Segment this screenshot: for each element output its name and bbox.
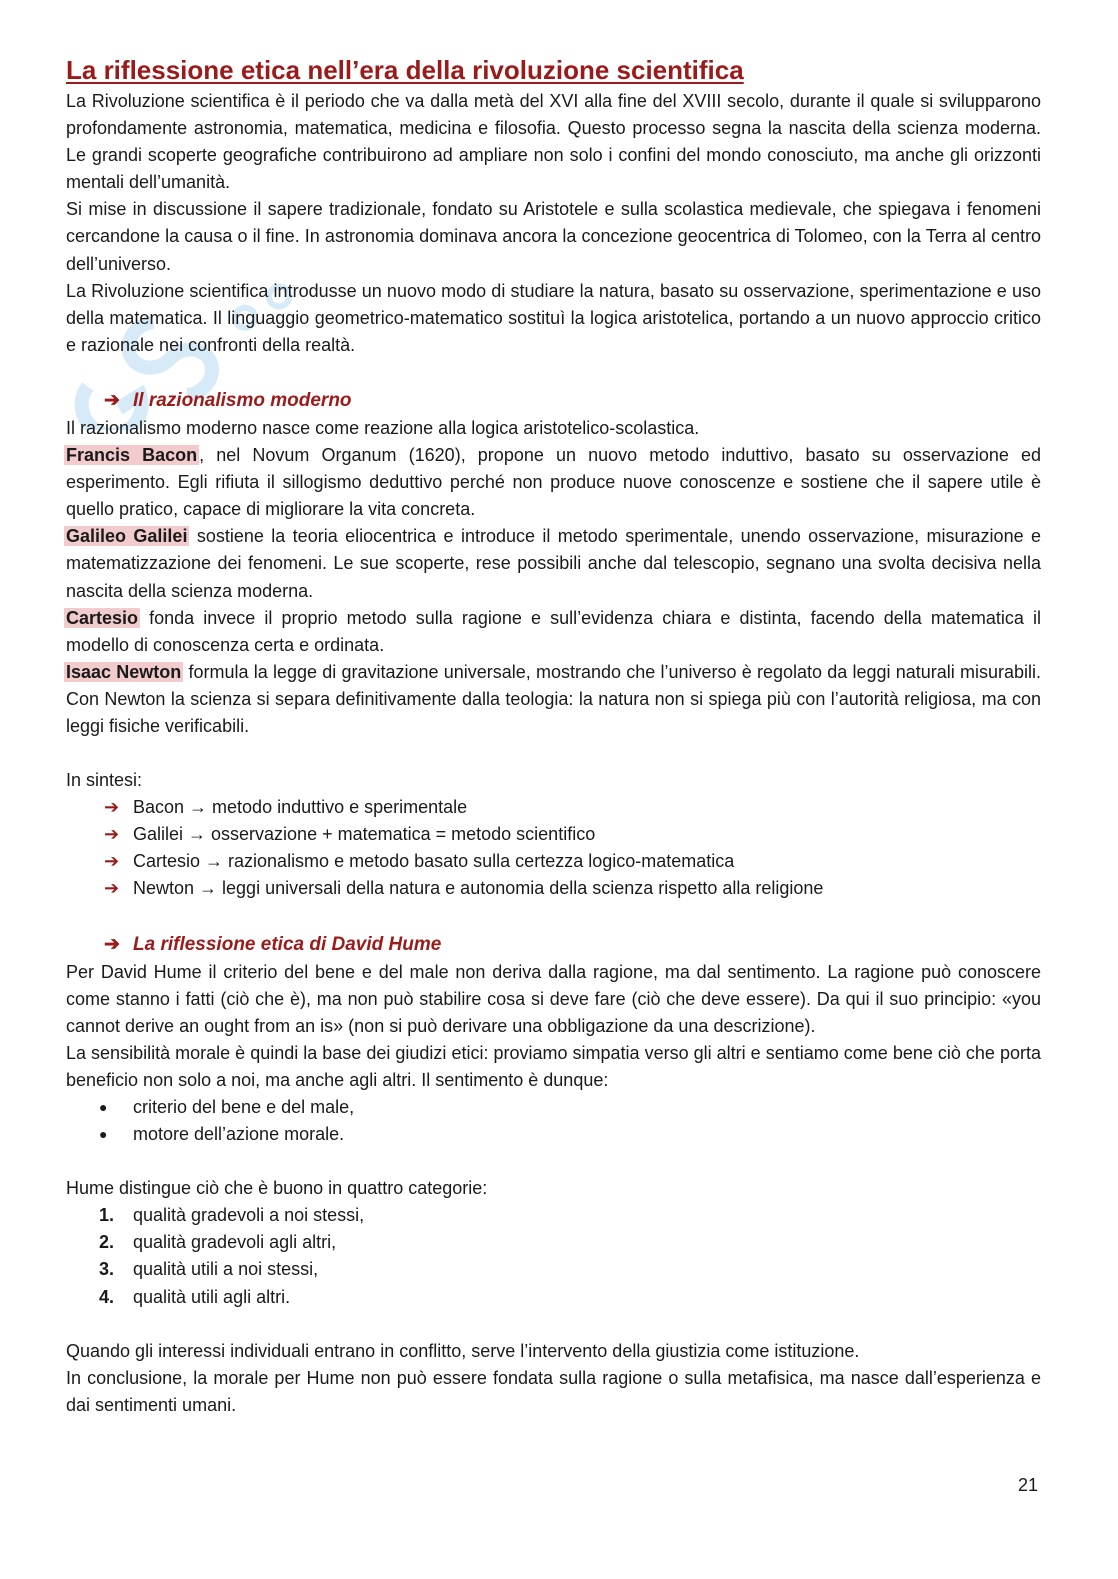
section-title-text: Il razionalismo moderno — [133, 389, 352, 411]
intro-paragraph-1: La Rivoluzione scientifica è il periodo che va dalla metà del XVI alla fine del XVIII secolo, durante il quale si svilupparono profondamente astronomia, matematica, medicina e filosofia. Questo processo segna la nascita della scienza moderna. Le grandi scoperte geografiche contribuirono ad ampliare non solo i confini del mondo conosciuto, ma anche gli orizzonti mentali dell’umanità. — [66, 91, 1041, 193]
galilei-text: sostiene la teoria eliocentrica e introduce il metodo sperimentale, unendo osservazione, misurazione e matematizzazione dei fenomeni. Le sue scoperte, rese possibili anche dal telescopio, segnano una svolta decisiva nella nascita della scienza moderna. — [66, 526, 1041, 601]
newton-paragraph — [66, 659, 1041, 740]
arrow-right-icon: ➔ — [104, 824, 120, 845]
arrow-right-icon: ➔ — [104, 878, 120, 899]
list-item: 2. qualità gradevoli agli altri, — [99, 1232, 337, 1253]
list-item: ➔ Newton → leggi universali della natura e autonomia della scienza rispetto alla religione — [66, 875, 1041, 902]
intro-paragraph-2: Si mise in discussione il sapere tradizionale, fondato su Aristotele e sulla scolastica medievale, che spiegava i fenomeni cercandone la causa o il fine. In astronomia dominava ancora la concezione geocentrica di Tolomeo, con la Terra al centro dell’universo. — [66, 199, 1041, 274]
highlighted-name-bacon: Francis Bacon — [66, 445, 198, 466]
highlighted-name-cartesio: Cartesio — [66, 607, 139, 628]
cartesio-text: fonda invece il proprio metodo sulla ragione e sull’evidenza chiara e distinta, facendo della matematica il modello di conoscenza certa e ordinata. — [66, 607, 1041, 655]
highlighted-name-galilei: Galileo Galilei — [66, 526, 188, 547]
categories-list — [66, 1202, 1041, 1310]
hume-paragraph-2: La sensibilità morale è quindi la base dei giudizi etici: proviamo simpatia verso gli altri e sentiamo come bene ciò che porta beneficio non solo a noi, ma anche agli altri. Il sentimento è dunque: — [66, 1042, 1041, 1090]
summary-label: In sintesi: — [66, 770, 143, 791]
list-item: 1. qualità gradevoli a noi stessi, — [99, 1205, 365, 1226]
highlighted-name-newton: Isaac Newton — [66, 661, 182, 682]
galilei-paragraph — [66, 523, 1041, 604]
section-title-text: La riflessione etica di David Hume — [133, 933, 442, 955]
section-heading-hume — [66, 930, 1041, 959]
arrow-right-icon: ➔ — [104, 797, 120, 818]
document-page — [66, 52, 1041, 1419]
list-item: 3. qualità utili a noi stessi, — [99, 1259, 319, 1280]
hume-paragraph-1: Per David Hume il criterio del bene e del male non deriva dalla ragione, ma dal sentimento. La ragione può conoscere come stanno i fatti (ciò che è), ma non può stabilire cosa si deve fare (ciò che deve essere). Da qui il suo principio: «you cannot derive an ought from an is» (non si può derivare una obbligazione da una descrizione). — [66, 961, 1041, 1036]
list-item: ● criterio del bene e del male, — [66, 1094, 1041, 1121]
page-number: 21 — [1018, 1475, 1039, 1495]
cartesio-paragraph — [66, 605, 1041, 659]
list-item: 4. qualità utili agli altri. — [99, 1286, 291, 1307]
sentiment-list — [66, 1094, 1041, 1148]
arrow-right-icon: ➔ — [104, 389, 120, 411]
hume-paragraph-3: Quando gli interessi individuali entrano in conflitto, serve l’intervento della giustizia come istituzione. — [66, 1340, 860, 1361]
intro-paragraph-3: La Rivoluzione scientifica introdusse un nuovo modo di studiare la natura, basato su osservazione, sperimentazione e uso della matematica. Il linguaggio geometrico-matematico sostituì la logica aristotelica, portando a un nuovo approccio critico e razionale nei confronti della realtà. — [66, 280, 1041, 355]
section-heading-razionalismo — [66, 386, 1041, 415]
list-item: ➔ Galilei → osservazione + matematica = metodo scientifico — [66, 821, 1041, 848]
categories-intro: Hume distingue ciò che è buono in quattro categorie: — [66, 1178, 488, 1199]
newton-text: formula la legge di gravitazione universale, mostrando che l’universo è regolato da leggi naturali misurabili. Con Newton la scienza si separa definitivamente dalla teologia: la natura non si spiega più con l’autorità religiosa, ma con leggi fisiche verificabili. — [66, 661, 1041, 736]
bullet-icon: ● — [99, 1099, 108, 1115]
list-item: ➔ Bacon → metodo induttivo e sperimentale — [66, 794, 1041, 821]
arrow-right-icon: ➔ — [104, 851, 120, 872]
bullet-icon: ● — [99, 1126, 108, 1143]
list-item: ➔ Cartesio → razionalismo e metodo basato sulla certezza logico-matematica — [66, 848, 1041, 875]
summary-list — [66, 794, 1041, 902]
bacon-paragraph — [66, 442, 1041, 523]
bacon-text: , nel Novum Organum (1620), propone un nuovo metodo induttivo, basato su osservazione ed esperimento. Egli rifiuta il sillogismo deduttivo perché non produce nuove conoscenze e sostiene che il sapere utile è quello pratico, capace di migliorare la vita concreta. — [66, 445, 1042, 520]
razionalismo-intro: Il razionalismo moderno nasce come reazione alla logica aristotelico-scolastica. — [66, 417, 700, 438]
list-item: ● motore dell’azione morale. — [66, 1121, 1041, 1148]
arrow-right-icon: ➔ — [104, 933, 120, 955]
page-title: La riflessione etica nell’era della rivoluzione scientifica — [66, 55, 744, 85]
hume-paragraph-4: In conclusione, la morale per Hume non può essere fondata sulla ragione o sulla metafisica, ma nasce dall’esperienza e dai sentimenti umani. — [66, 1367, 1041, 1415]
